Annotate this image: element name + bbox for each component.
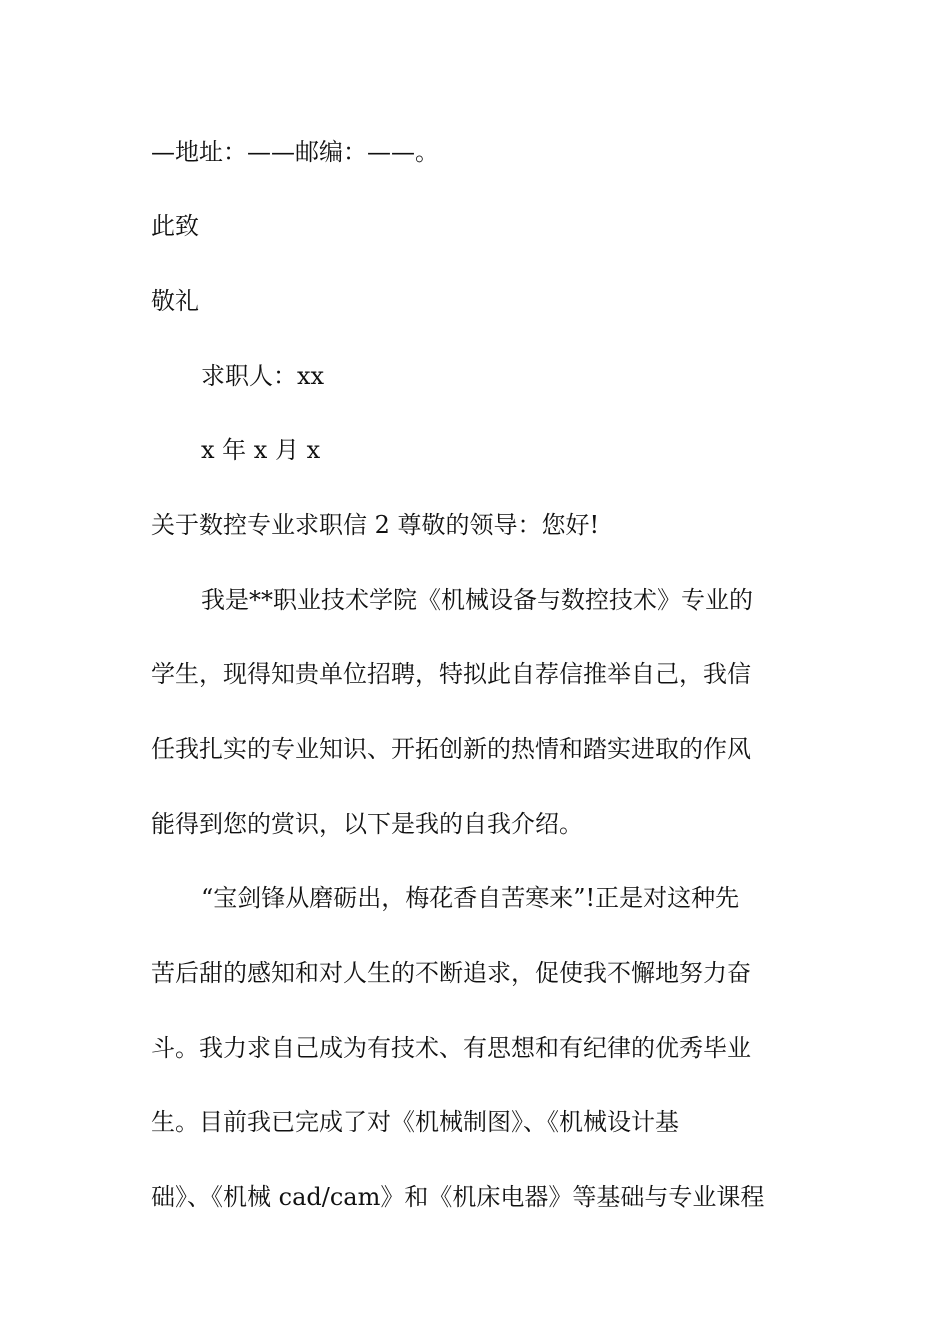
closing-regards: 敬礼 bbox=[151, 287, 199, 315]
closing-salutation: 此致 bbox=[151, 212, 199, 240]
body-line: 斗。我力求自己成为有技术、有思想和有纪律的优秀毕业 bbox=[151, 1034, 751, 1062]
body-line: 我是**职业技术学院《机械设备与数控技术》专业的 bbox=[201, 586, 753, 614]
body-line: 础》、《机械 cad/cam》和《机床电器》等基础与专业课程 bbox=[151, 1183, 765, 1211]
body-line: 能得到您的赏识，以下是我的自我介绍。 bbox=[151, 810, 583, 838]
body-line: 学生，现得知贵单位招聘，特拟此自荐信推举自己，我信 bbox=[151, 660, 751, 688]
date-line: x 年 x 月 x bbox=[201, 436, 321, 464]
body-line: 苦后甜的感知和对人生的不断追求，促使我不懈地努力奋 bbox=[151, 959, 751, 987]
address-line: —地址：——邮编：——。 bbox=[151, 138, 439, 166]
body-line: “宝剑锋从磨砺出，梅花香自苦寒来”!正是对这种先 bbox=[201, 884, 740, 912]
letter-heading: 关于数控专业求职信 2 尊敬的领导：您好! bbox=[151, 511, 600, 539]
body-line: 任我扎实的专业知识、开拓创新的热情和踏实进取的作风 bbox=[151, 735, 751, 763]
body-line: 生。目前我已完成了对《机械制图》、《机械设计基 bbox=[151, 1108, 679, 1136]
signer-line: 求职人：xx bbox=[201, 362, 325, 390]
